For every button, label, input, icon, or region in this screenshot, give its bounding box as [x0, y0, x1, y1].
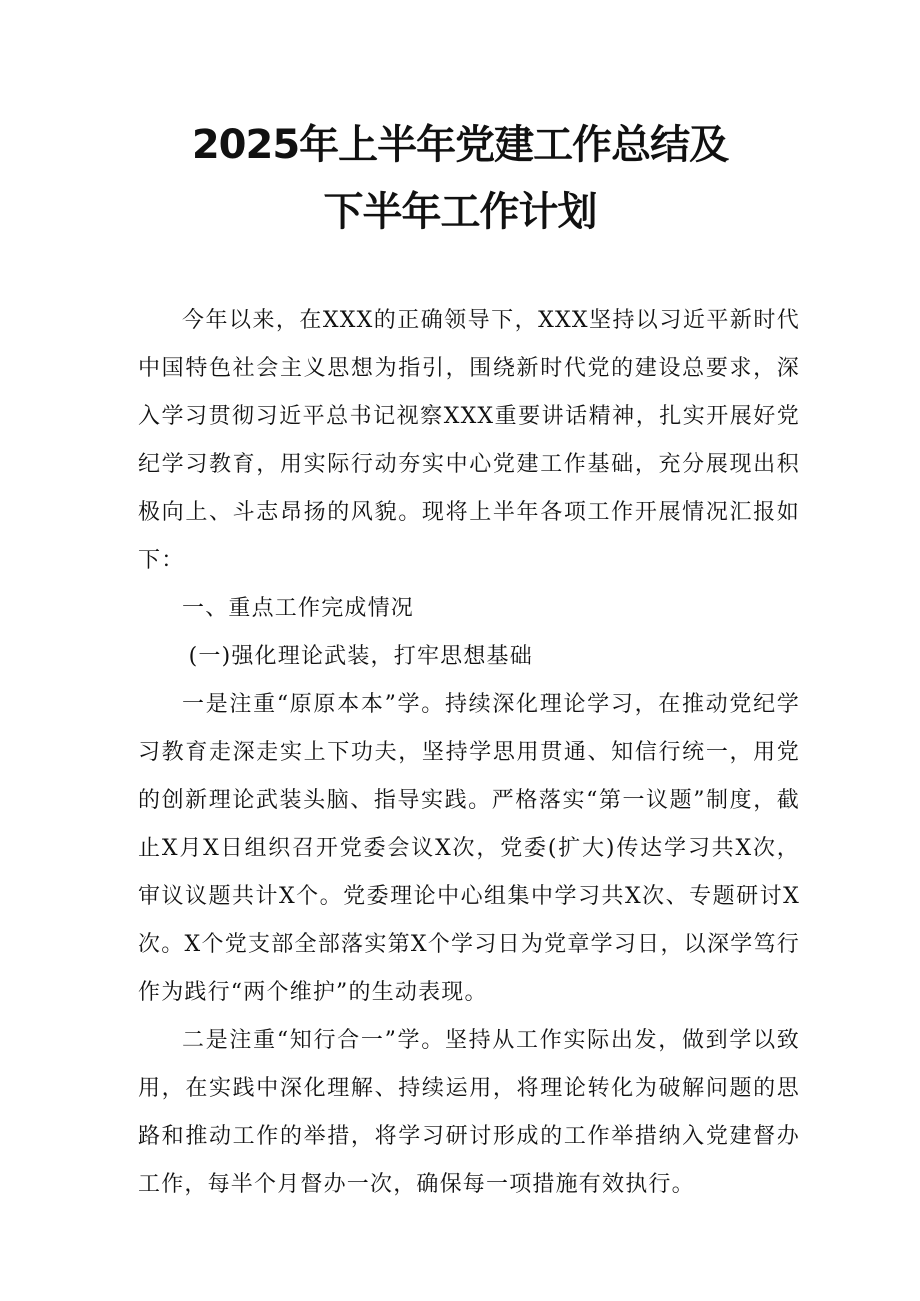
- body-paragraph-1: 一是注重“原原本本”学。持续深化理论学习，在推动党纪学习教育走深走实上下功夫，坚持学思用贯通、知信行统一，用党的创新理论武装头脑、指导实践。严格落实“第一议题”制度，截止X月X日组织召开党委会议X次，党委(扩大)传达学习共X次，审议议题共计X个。党委理论中心组集中学习共X次、专题研讨X次。X个党支部全部落实第X个学习日为党章学习日，以深学笃行作为践行“两个维护”的生动表现。: [138, 692, 800, 1005]
- intro-paragraph: 今年以来，在XXX的正确领导下，XXX坚持以习近平新时代中国特色社会主义思想为指引，围绕新时代党的建设总要求，深入学习贯彻习近平总书记视察XXX重要讲话精神，扎实开展好党纪学习教育，用实际行动夯实中心党建工作基础，充分展现出积极向上、斗志昂扬的风貌。现将上半年各项工作开展情况汇报如下：: [138, 308, 800, 573]
- subsection-heading: (一)强化理论武装，打牢思想基础: [188, 644, 533, 669]
- section-heading: 一、重点工作完成情况: [182, 596, 415, 621]
- body-paragraph-2: 二是注重“知行合一”学。坚持从工作实际出发，做到学以致用，在实践中深化理解、持续运用，将理论转化为破解问题的思路和推动工作的举措，将学习研讨形成的工作举措纳入党建督办工作，每半个月督办一次，确保每一项措施有效执行。: [138, 1028, 800, 1197]
- document-body: [138, 297, 800, 1209]
- document-title-line-2: 下半年工作计划: [323, 189, 597, 235]
- document-title-line-1: 2025年上半年党建工作总结及: [191, 122, 729, 168]
